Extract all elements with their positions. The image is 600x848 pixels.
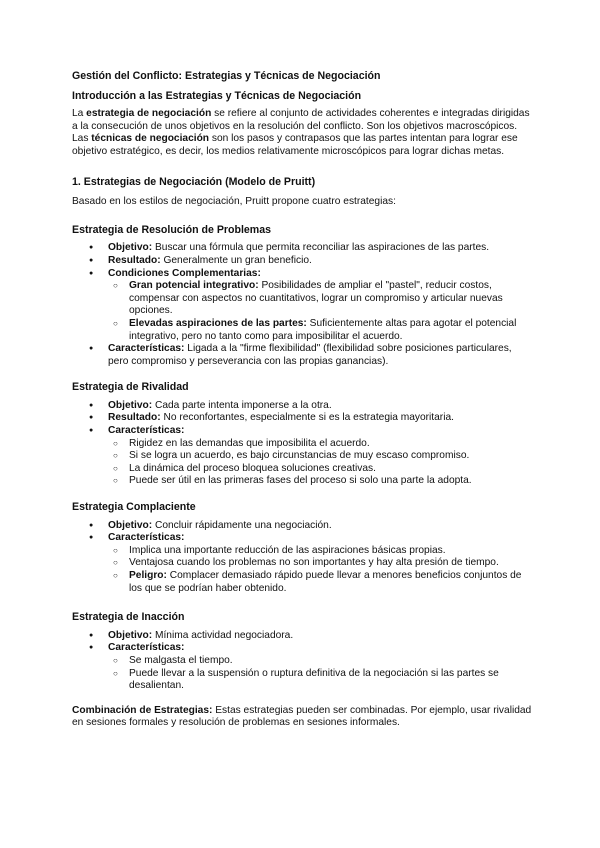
- list-item: ● Características: ○ Implica una importante reducción de las aspiraciones básicas propias. ○ Ventajosa cuando los problemas no son importantes y hay alta presión de tiempo. ○ Peligro: Complacer demasiado rápido puede llevar a menores beneficios conjuntos de los que se podrían haber obtenido.: [72, 532, 532, 595]
- sub-list-item: ○ Rigidez en las demandas que imposibilita el acuerdo.: [108, 438, 532, 451]
- intro-paragraph-1: La estrategia de negociación se refiere al conjunto de actividades coherentes e integradas dirigidas a la consecución de unos objetivos en la resolución del conflicto. Son los objetivos macroscópicos.: [72, 108, 530, 132]
- section-1-text: Basado en los estilos de negociación, Pruitt propone cuatro estrategias:: [72, 196, 396, 208]
- strategy-list: [72, 630, 532, 693]
- section-1-heading: 1. Estrategias de Negociación (Modelo de Pruitt): [72, 175, 316, 188]
- section-1: [72, 176, 532, 209]
- list-item: ● Características: ○ Se malgasta el tiempo. ○ Puede llevar a la suspensión o ruptura definitiva de la negociación si las partes se desalientan.: [72, 642, 532, 692]
- list-item: ● Características: Ligada a la "firme flexibilidad" (flexibilidad sobre posiciones particulares, pero compromiso y perseverancia con las propias ganancias).: [72, 343, 532, 368]
- intro-heading: Introducción a las Estrategias y Técnicas de Negociación: [72, 89, 362, 102]
- sub-list: [108, 280, 532, 343]
- document-title: Gestión del Conflicto: Estrategias y Técnicas de Negociación: [72, 70, 381, 82]
- strategy-heading: Estrategia de Inacción: [72, 611, 185, 624]
- strategy-heading: Estrategia de Rivalidad: [72, 381, 189, 394]
- sub-list-item: ○ Se malgasta el tiempo.: [108, 655, 532, 668]
- list-item: ● Resultado: No reconfortantes, especialmente si es la estrategia mayoritaria.: [72, 412, 532, 425]
- sub-list-item: ○ Puede llevar a la suspensión o ruptura definitiva de la negociación si las partes se desalientan.: [108, 668, 532, 693]
- list-item: ● Resultado: Generalmente un gran beneficio.: [72, 255, 532, 268]
- strategy-list: [72, 400, 532, 488]
- sub-list-item: ○ Ventajosa cuando los problemas no son importantes y hay alta presión de tiempo.: [108, 557, 532, 570]
- sub-list: [108, 438, 532, 488]
- sub-list-item: ○ La dinámica del proceso bloquea soluciones creativas.: [108, 463, 532, 476]
- intro-paragraph-2: Las técnicas de negociación son los pasos y contrapasos que las partes intentan para lograr ese objetivo estratégico, es decir, los medios relativamente microscópicos para lograr dichas metas.: [72, 133, 518, 157]
- list-item: ● Objetivo: Concluir rápidamente una negociación.: [72, 520, 532, 533]
- strategy-problem-solving: [72, 224, 532, 369]
- document-page: [72, 70, 532, 730]
- sub-list-item: ○ Puede ser útil en las primeras fases del proceso si solo una parte la adopta.: [108, 475, 532, 488]
- sub-list-item: ○ Implica una importante reducción de las aspiraciones básicas propias.: [108, 545, 532, 558]
- strategy-list: [72, 242, 532, 368]
- sub-list-item: ○ Peligro: Complacer demasiado rápido puede llevar a menores beneficios conjuntos de los que se podrían haber obtenido.: [108, 570, 532, 595]
- sub-list-item: ○ Gran potencial integrativo: Posibilidades de ampliar el "pastel", reducir costos, compensar con aspectos no cuantitativos, lograr un compromiso y articular nuevas opciones.: [108, 280, 532, 318]
- list-item: ● Objetivo: Cada parte intenta imponerse a la otra.: [72, 400, 532, 413]
- strategy-rivalry: [72, 381, 532, 488]
- strategy-inaction: [72, 611, 532, 693]
- list-item: ● Objetivo: Mínima actividad negociadora.: [72, 630, 532, 643]
- sub-list-item: ○ Elevadas aspiraciones de las partes: Suficientemente altas para agotar el potencial integrativo, pero no tanto como para imposibilitar el acuerdo.: [108, 318, 532, 343]
- combination-paragraph: Combinación de Estrategias: Estas estrategias pueden ser combinadas. Por ejemplo, usar rivalidad en sesiones formales y resolución de problemas en sesiones informales.: [72, 704, 532, 729]
- strategy-complacent: [72, 501, 532, 595]
- sub-list-item: ○ Si se logra un acuerdo, es bajo circunstancias de muy escaso compromiso.: [108, 450, 532, 463]
- sub-list: [108, 545, 532, 595]
- list-item: ● Condiciones Complementarias: ○ Gran potencial integrativo: Posibilidades de ampliar el "pastel", reducir costos, compensar con aspectos no cuantitativos, lograr un compromiso y articular nuevas opciones. ○ Elevadas aspiraciones de las partes: Suficientemente altas para agotar el potencial integrativo, pero no tanto como para imposibilitar el acuerdo.: [72, 268, 532, 344]
- list-item: ● Características: ○ Rigidez en las demandas que imposibilita el acuerdo. ○ Si se logra un acuerdo, es bajo circunstancias de muy escaso compromiso. ○ La dinámica del proceso bloquea soluciones creativas. ○ Puede ser útil en las primeras fases del proceso si solo una parte la adopta.: [72, 425, 532, 488]
- sub-list: [108, 655, 532, 693]
- strategy-heading: Estrategia Complaciente: [72, 501, 196, 514]
- list-item: ● Objetivo: Buscar una fórmula que permita reconciliar las aspiraciones de las partes.: [72, 242, 532, 255]
- strategy-heading: Estrategia de Resolución de Problemas: [72, 223, 271, 236]
- strategy-list: [72, 520, 532, 596]
